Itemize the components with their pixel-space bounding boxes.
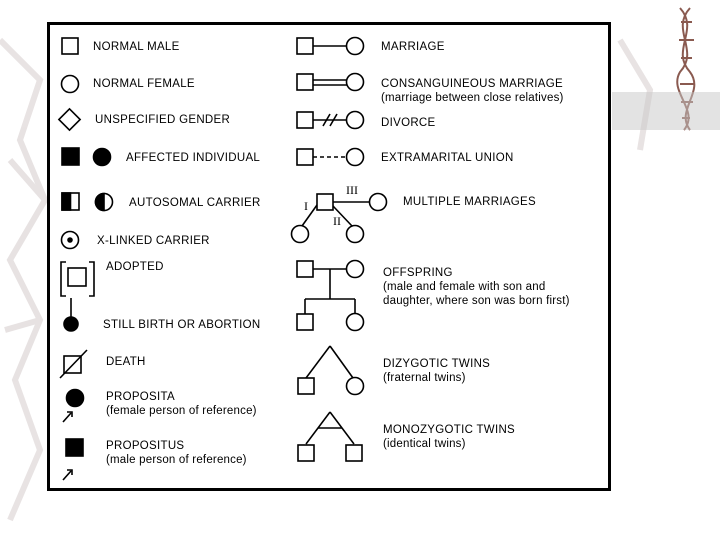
normal-male-label: NORMAL MALE: [93, 41, 180, 53]
offspring-subtitle: (male and female with son and daughter, where son was born first): [383, 281, 570, 307]
dizygotic-subtitle: (fraternal twins): [383, 372, 466, 384]
consanguineous-subtitle: (marriage between close relatives): [381, 92, 564, 104]
extramarital-union-symbol: [297, 149, 364, 166]
offspring-title: OFFSPRING: [383, 267, 453, 279]
x-linked-carrier-label: X-LINKED CARRIER: [97, 235, 210, 247]
propositus-subtitle: (male person of reference): [106, 454, 247, 466]
death-symbol: [60, 350, 87, 378]
affected-individual-label: AFFECTED INDIVIDUAL: [126, 152, 261, 164]
x-linked-carrier-circle: [62, 232, 79, 249]
monozygotic-twins-label: [383, 423, 515, 451]
unspecified-gender-label: UNSPECIFIED GENDER: [95, 114, 231, 126]
monozygotic-subtitle: (identical twins): [383, 438, 466, 450]
offspring-symbol: [297, 261, 364, 331]
proposita-subtitle: (female person of reference): [106, 405, 257, 417]
dizygotic-twins-label: [383, 357, 490, 385]
propositus-label: [106, 439, 247, 467]
affected-female-circle: [94, 149, 111, 166]
normal-female-label: NORMAL FEMALE: [93, 78, 195, 90]
dizygotic-title: DIZYGOTIC TWINS: [383, 358, 491, 370]
affected-male-square: [62, 148, 79, 165]
numeral-second: II: [333, 214, 341, 228]
consanguineous-marriage-symbol: [297, 74, 364, 91]
adopted-symbol: [61, 262, 94, 296]
still-birth-symbol: [64, 298, 78, 331]
normal-male-square: [62, 38, 78, 54]
divorce-label: DIVORCE: [381, 117, 436, 129]
normal-female-circle: [62, 76, 79, 93]
offspring-label: [383, 266, 583, 308]
proposita-title: PROPOSITA: [106, 391, 175, 403]
multiple-marriages-label: MULTIPLE MARRIAGES: [403, 196, 536, 208]
autosomal-carrier-label: AUTOSOMAL CARRIER: [129, 197, 261, 209]
monozygotic-title: MONOZYGOTIC TWINS: [383, 424, 516, 436]
autosomal-carrier-square: [62, 193, 79, 210]
dizygotic-twins-symbol: [298, 346, 364, 395]
unspecified-gender-diamond: [59, 109, 80, 130]
extramarital-union-label: EXTRAMARITAL UNION: [381, 152, 514, 164]
numeral-third: III: [346, 183, 358, 197]
numeral-first: I: [304, 199, 308, 213]
marriage-label: MARRIAGE: [381, 41, 445, 53]
divorce-symbol: [297, 112, 364, 129]
proposita-symbol: [63, 390, 84, 423]
proposita-label: [106, 390, 257, 418]
still-birth-label: STILL BIRTH OR ABORTION: [103, 319, 261, 331]
autosomal-carrier-circle: [96, 194, 113, 211]
consanguineous-marriage-label: [381, 77, 564, 105]
marriage-symbol: [297, 38, 364, 55]
propositus-symbol: [63, 439, 83, 480]
propositus-title: PROPOSITUS: [106, 440, 185, 452]
monozygotic-twins-symbol: [298, 412, 362, 461]
consanguineous-title: CONSANGUINEOUS MARRIAGE: [381, 78, 563, 90]
death-label: DEATH: [106, 356, 146, 368]
adopted-label: ADOPTED: [106, 261, 164, 273]
